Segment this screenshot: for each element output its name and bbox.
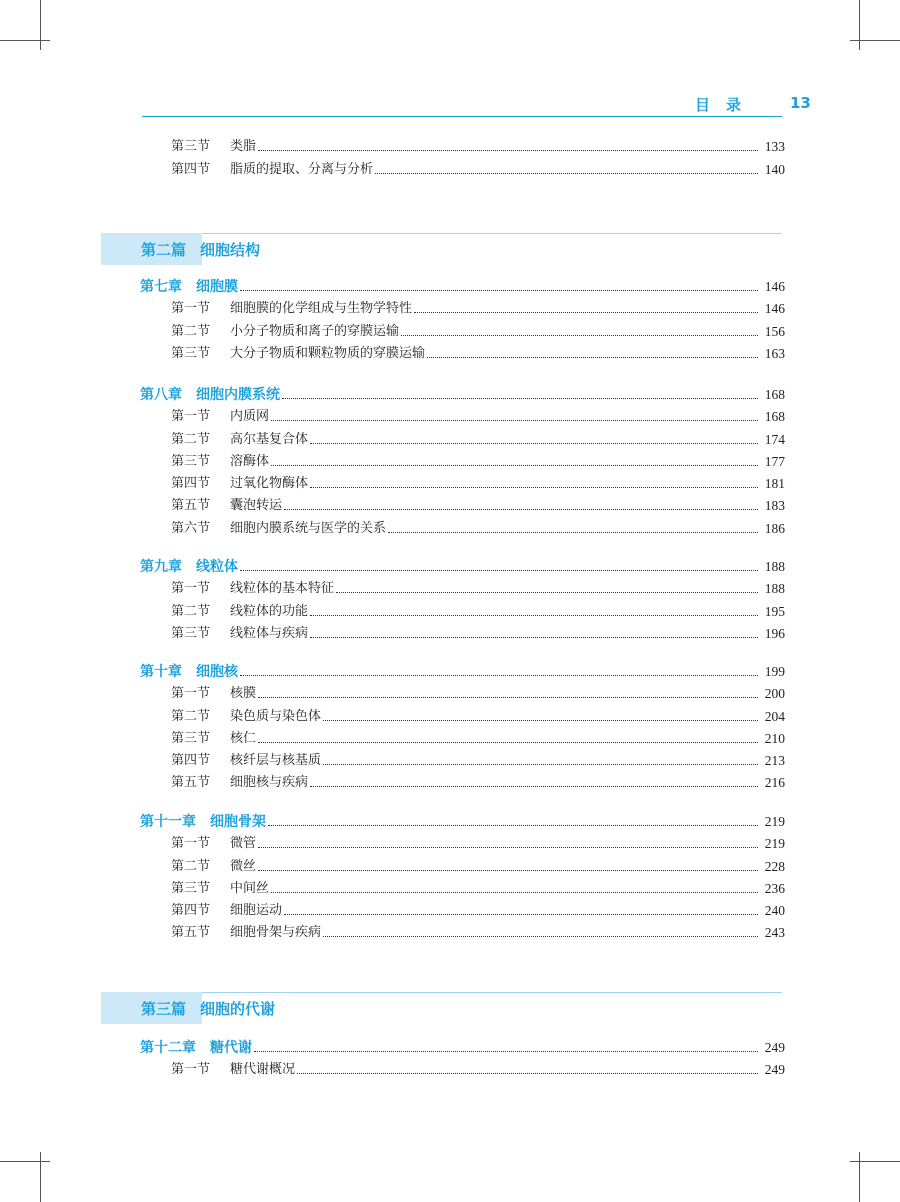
section-title: 细胞内膜系统与医学的关系 bbox=[230, 520, 387, 536]
toc-chapter bbox=[140, 807, 785, 942]
section-page: 174 bbox=[764, 431, 785, 447]
chapter-title: 糖代谢 bbox=[210, 1040, 252, 1056]
leader-dots bbox=[258, 150, 758, 151]
crop-mark bbox=[859, 1152, 860, 1202]
section-number: 第二节 bbox=[171, 708, 211, 724]
crop-mark bbox=[0, 40, 50, 41]
section-page: 236 bbox=[764, 880, 785, 896]
part-rule bbox=[202, 992, 782, 993]
leader-dots bbox=[310, 487, 758, 488]
chapter-number: 第七章 bbox=[140, 279, 182, 295]
section-title: 内质网 bbox=[230, 409, 270, 425]
toc-section-row[interactable] bbox=[140, 853, 785, 875]
leader-dots bbox=[254, 1051, 758, 1052]
section-page: 200 bbox=[764, 686, 785, 702]
leader-dots bbox=[375, 173, 758, 174]
toc-top-sections bbox=[140, 134, 785, 179]
section-number: 第三节 bbox=[171, 345, 211, 361]
section-number: 第六节 bbox=[171, 520, 211, 536]
section-page: 195 bbox=[764, 603, 785, 619]
section-title: 溶酶体 bbox=[230, 453, 270, 469]
section-title: 中间丝 bbox=[230, 880, 270, 896]
toc-section-row[interactable] bbox=[140, 576, 785, 598]
part-rule bbox=[202, 233, 782, 234]
section-title: 细胞运动 bbox=[230, 903, 283, 919]
page-number: 13 bbox=[790, 94, 811, 112]
section-page: 243 bbox=[764, 925, 785, 941]
chapter-page: 199 bbox=[764, 664, 785, 679]
crop-mark bbox=[850, 1161, 900, 1162]
section-page: 249 bbox=[764, 1062, 785, 1078]
section-title: 细胞核与疾病 bbox=[230, 775, 309, 791]
section-number: 第三节 bbox=[171, 625, 211, 641]
leader-dots bbox=[240, 675, 758, 676]
toc-section-row[interactable] bbox=[140, 404, 785, 426]
section-title: 糖代谢概况 bbox=[230, 1062, 296, 1078]
leader-dots bbox=[427, 357, 758, 358]
crop-mark bbox=[850, 40, 900, 41]
toc-section-row[interactable] bbox=[140, 770, 785, 792]
section-number: 第二节 bbox=[171, 858, 211, 874]
toc-section-row[interactable] bbox=[140, 318, 785, 340]
leader-dots bbox=[388, 532, 758, 533]
header-title: 目录 bbox=[695, 96, 758, 114]
leader-dots bbox=[310, 786, 758, 787]
toc-section-row[interactable] bbox=[140, 156, 785, 178]
toc-section-row[interactable] bbox=[140, 898, 785, 920]
leader-dots bbox=[271, 465, 758, 466]
section-page: 177 bbox=[764, 453, 785, 469]
chapter-page: 249 bbox=[764, 1040, 785, 1055]
chapter-page: 188 bbox=[764, 559, 785, 574]
section-number: 第一节 bbox=[171, 836, 211, 852]
leader-dots bbox=[268, 825, 758, 826]
toc-chapter bbox=[140, 380, 785, 538]
section-page: 156 bbox=[764, 323, 785, 339]
leader-dots bbox=[284, 509, 758, 510]
part-title: 细胞结构 bbox=[200, 241, 261, 259]
section-title: 核膜 bbox=[230, 686, 257, 702]
toc-chapter-row[interactable] bbox=[140, 657, 785, 681]
toc-section-row[interactable] bbox=[140, 748, 785, 770]
section-title: 类脂 bbox=[230, 139, 257, 155]
part-label: 第二篇 bbox=[141, 241, 187, 259]
part-title: 细胞的代谢 bbox=[200, 1000, 276, 1018]
toc-chapter bbox=[140, 657, 785, 792]
chapter-title: 细胞膜 bbox=[196, 279, 238, 295]
section-title: 高尔基复合体 bbox=[230, 431, 309, 447]
section-title: 脂质的提取、分离与分析 bbox=[230, 161, 374, 177]
section-page: 196 bbox=[764, 625, 785, 641]
section-page: 219 bbox=[764, 836, 785, 852]
chapter-title: 细胞骨架 bbox=[210, 814, 266, 830]
header-rule bbox=[142, 116, 782, 117]
toc-section-row[interactable] bbox=[140, 831, 785, 853]
section-number: 第二节 bbox=[171, 323, 211, 339]
section-number: 第一节 bbox=[171, 686, 211, 702]
section-number: 第二节 bbox=[171, 431, 211, 447]
leader-dots bbox=[240, 290, 758, 291]
section-number: 第四节 bbox=[171, 476, 211, 492]
leader-dots bbox=[323, 720, 758, 721]
leader-dots bbox=[271, 892, 758, 893]
section-number: 第三节 bbox=[171, 139, 211, 155]
section-page: 181 bbox=[764, 476, 785, 492]
chapter-page: 219 bbox=[764, 814, 785, 829]
leader-dots bbox=[310, 637, 758, 638]
leader-dots bbox=[401, 335, 758, 336]
chapter-page: 146 bbox=[764, 279, 785, 294]
chapter-number: 第十二章 bbox=[140, 1040, 196, 1056]
section-title: 囊泡转运 bbox=[230, 498, 283, 514]
section-title: 小分子物质和离子的穿膜运输 bbox=[230, 323, 400, 339]
section-page: 213 bbox=[764, 753, 785, 769]
toc-section-row[interactable] bbox=[140, 134, 785, 156]
chapter-title: 细胞核 bbox=[196, 664, 238, 680]
leader-dots bbox=[258, 697, 758, 698]
toc-chapter-row[interactable] bbox=[140, 1033, 785, 1057]
section-number: 第四节 bbox=[171, 903, 211, 919]
section-number: 第三节 bbox=[171, 730, 211, 746]
toc-section-row[interactable] bbox=[140, 726, 785, 748]
section-page: 240 bbox=[764, 903, 785, 919]
section-title: 大分子物质和颗粒物质的穿膜运输 bbox=[230, 345, 426, 361]
section-title: 线粒体的功能 bbox=[230, 603, 309, 619]
section-number: 第一节 bbox=[171, 301, 211, 317]
toc-section-row[interactable] bbox=[140, 493, 785, 515]
leader-dots bbox=[258, 870, 758, 871]
section-page: 228 bbox=[764, 858, 785, 874]
chapter-page: 168 bbox=[764, 387, 785, 402]
chapter-number: 第十章 bbox=[140, 664, 182, 680]
toc-section-row[interactable] bbox=[140, 703, 785, 725]
leader-dots bbox=[258, 742, 758, 743]
crop-mark bbox=[859, 0, 860, 50]
toc-section-row[interactable] bbox=[140, 426, 785, 448]
section-title: 微管 bbox=[230, 836, 257, 852]
toc-section-row[interactable] bbox=[140, 598, 785, 620]
leader-dots bbox=[271, 420, 758, 421]
section-page: 183 bbox=[764, 498, 785, 514]
section-page: 188 bbox=[764, 581, 785, 597]
chapter-number: 第十一章 bbox=[140, 814, 196, 830]
toc-section-row[interactable] bbox=[140, 621, 785, 643]
crop-mark bbox=[40, 0, 41, 50]
section-page: 168 bbox=[764, 409, 785, 425]
section-title: 过氧化物酶体 bbox=[230, 476, 309, 492]
toc-section-row[interactable] bbox=[140, 449, 785, 471]
chapter-title: 线粒体 bbox=[196, 559, 238, 575]
section-title: 核仁 bbox=[230, 730, 257, 746]
section-number: 第四节 bbox=[171, 161, 211, 177]
chapter-title: 细胞内膜系统 bbox=[196, 387, 280, 403]
crop-mark bbox=[0, 1161, 50, 1162]
section-page: 216 bbox=[764, 775, 785, 791]
section-title: 线粒体与疾病 bbox=[230, 625, 309, 641]
section-title: 细胞骨架与疾病 bbox=[230, 925, 322, 941]
page-header bbox=[142, 94, 811, 116]
toc-section-row[interactable] bbox=[140, 471, 785, 493]
toc-section-row[interactable] bbox=[140, 341, 785, 363]
chapter-number: 第八章 bbox=[140, 387, 182, 403]
toc-chapter-row[interactable] bbox=[140, 807, 785, 831]
toc-section-row[interactable] bbox=[140, 296, 785, 318]
part-heading bbox=[101, 992, 782, 1024]
part-heading bbox=[101, 233, 782, 265]
section-number: 第四节 bbox=[171, 753, 211, 769]
section-page: 146 bbox=[764, 301, 785, 317]
section-title: 核纤层与核基质 bbox=[230, 753, 322, 769]
part-label: 第三篇 bbox=[141, 1000, 187, 1018]
section-number: 第一节 bbox=[171, 1062, 211, 1078]
toc-section-row[interactable] bbox=[140, 515, 785, 537]
section-page: 133 bbox=[764, 139, 785, 155]
section-page: 210 bbox=[764, 730, 785, 746]
section-page: 163 bbox=[764, 345, 785, 361]
crop-mark bbox=[40, 1152, 41, 1202]
section-page: 140 bbox=[764, 161, 785, 177]
section-title: 染色质与染色体 bbox=[230, 708, 322, 724]
section-page: 204 bbox=[764, 708, 785, 724]
toc-chapter bbox=[140, 272, 785, 363]
toc-chapter bbox=[140, 552, 785, 643]
section-number: 第二节 bbox=[171, 603, 211, 619]
leader-dots bbox=[336, 592, 758, 593]
leader-dots bbox=[323, 764, 758, 765]
leader-dots bbox=[284, 914, 758, 915]
leader-dots bbox=[258, 847, 758, 848]
chapter-number: 第九章 bbox=[140, 559, 182, 575]
toc-section-row[interactable] bbox=[140, 920, 785, 942]
section-number: 第一节 bbox=[171, 581, 211, 597]
toc-section-row[interactable] bbox=[140, 1057, 785, 1079]
section-number: 第五节 bbox=[171, 925, 211, 941]
toc-chapter-row[interactable] bbox=[140, 380, 785, 404]
section-page: 186 bbox=[764, 520, 785, 536]
leader-dots bbox=[310, 443, 758, 444]
toc-chapter-row[interactable] bbox=[140, 272, 785, 296]
leader-dots bbox=[297, 1073, 758, 1074]
leader-dots bbox=[240, 570, 758, 571]
leader-dots bbox=[310, 615, 758, 616]
toc-chapter-row[interactable] bbox=[140, 552, 785, 576]
section-number: 第三节 bbox=[171, 453, 211, 469]
leader-dots bbox=[282, 398, 758, 399]
section-number: 第三节 bbox=[171, 880, 211, 896]
leader-dots bbox=[323, 936, 758, 937]
section-number: 第五节 bbox=[171, 775, 211, 791]
section-title: 细胞膜的化学组成与生物学特性 bbox=[230, 301, 413, 317]
section-number: 第五节 bbox=[171, 498, 211, 514]
section-title: 线粒体的基本特征 bbox=[230, 581, 335, 597]
toc-chapter bbox=[140, 1033, 785, 1079]
leader-dots bbox=[414, 312, 758, 313]
section-title: 微丝 bbox=[230, 858, 257, 874]
toc-section-row[interactable] bbox=[140, 681, 785, 703]
toc-section-row[interactable] bbox=[140, 876, 785, 898]
section-number: 第一节 bbox=[171, 409, 211, 425]
